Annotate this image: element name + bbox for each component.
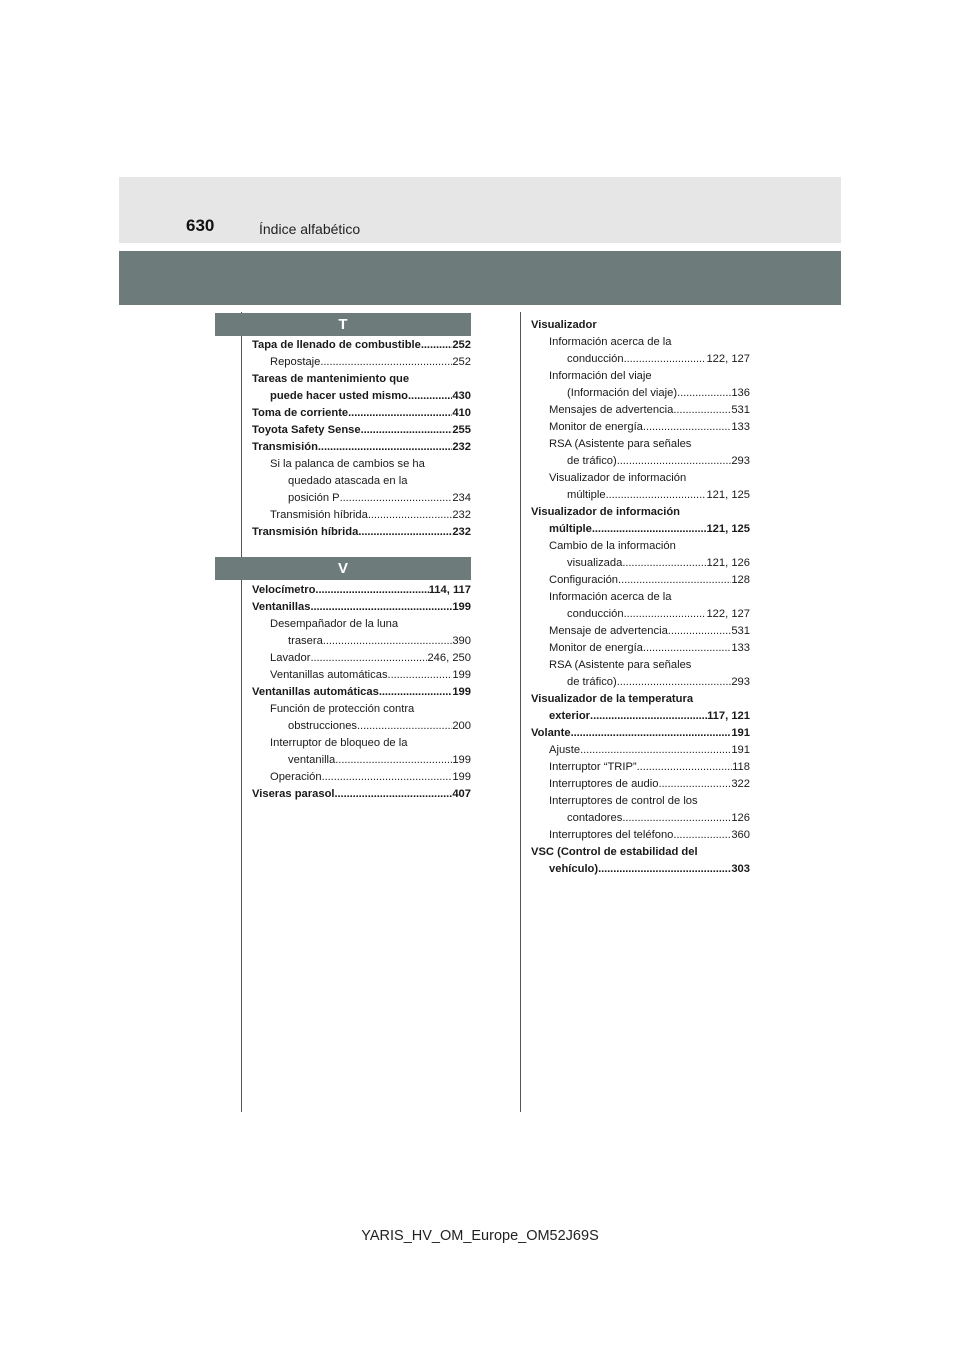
index-entry: [531, 640, 750, 657]
index-entry: [252, 752, 471, 769]
index-entry: [531, 385, 750, 402]
index-entry-page: 118: [732, 761, 750, 773]
dot-leader: [606, 487, 707, 504]
index-entry-page: 200: [452, 720, 471, 732]
index-entry-term: visualizada: [567, 557, 623, 569]
index-entry-page: 232: [452, 509, 471, 521]
dot-leader: [617, 674, 732, 691]
index-entry: [252, 422, 471, 439]
index-entry: [531, 402, 750, 419]
index-entry: Visualizador de información: [549, 472, 687, 484]
index-entry-page: 531: [731, 625, 750, 637]
index-entry-page: 232: [452, 526, 471, 538]
index-entry-page: 293: [731, 455, 750, 467]
index-entry-term: de tráfico): [567, 455, 617, 467]
index-entry-term: Monitor de energía: [549, 421, 643, 433]
index-entry-page: 303: [731, 863, 750, 875]
dot-leader: [388, 667, 453, 684]
dot-leader: [617, 453, 732, 470]
dot-leader: [310, 650, 427, 667]
index-entry-term: posición P: [288, 492, 340, 504]
index-entry-page: 136: [731, 387, 750, 399]
dot-leader: [592, 521, 707, 538]
index-entry-term: Ventanillas: [252, 601, 311, 613]
index-entry: Interruptores de control de los: [549, 795, 698, 807]
page-number: 630: [186, 216, 215, 235]
index-entry: [252, 582, 471, 599]
dot-leader: [310, 599, 452, 616]
index-entry: [252, 769, 471, 786]
index-entry: [252, 354, 471, 371]
index-entry-term: Repostaje: [270, 356, 321, 368]
index-entry: [531, 674, 750, 691]
dot-leader: [571, 725, 732, 742]
index-entry-term: Viseras parasol: [252, 788, 335, 800]
index-entry: [252, 524, 471, 541]
left-column-divider: [241, 312, 242, 1112]
index-entry-page: 252: [452, 339, 471, 351]
index-entry: [531, 606, 750, 623]
index-entry: Información acerca de la: [549, 336, 672, 348]
index-entry-term: exterior: [549, 710, 591, 722]
index-entry-page: 191: [731, 744, 750, 756]
index-entry-term: Configuración: [549, 574, 619, 586]
dot-leader: [618, 572, 731, 589]
dot-leader: [340, 490, 453, 507]
index-entry-term: obstrucciones: [288, 720, 358, 732]
index-entry-page: 133: [731, 642, 750, 654]
index-entry-term: Toma de corriente: [252, 407, 349, 419]
dot-leader: [318, 439, 452, 456]
index-entry-page: 133: [731, 421, 750, 433]
dot-leader: [348, 405, 452, 422]
index-entry-page: 252: [452, 356, 471, 368]
index-entry: [531, 776, 750, 793]
index-entry: [252, 718, 471, 735]
index-entry-term: trasera: [288, 635, 323, 647]
index-entry: Visualizador de la temperatura: [531, 693, 694, 705]
index-entry: [531, 725, 750, 742]
index-entry: Tareas de mantenimiento que: [252, 373, 410, 385]
index-entry-page: 232: [452, 441, 471, 453]
header-band: [119, 251, 841, 305]
index-entry-term: puede hacer usted mismo: [270, 390, 409, 402]
index-entry-page: 121, 126: [706, 557, 750, 569]
index-entry: [252, 490, 471, 507]
dot-leader: [368, 507, 453, 524]
index-entry-page: 293: [731, 676, 750, 688]
index-entry-page: 255: [452, 424, 471, 436]
index-entry: Visualizador de información: [531, 506, 680, 518]
index-entry: VSC (Control de estabilidad del: [531, 846, 698, 858]
document-id: YARIS_HV_OM_Europe_OM52J69S: [361, 1228, 599, 1244]
index-entry-term: Ventanillas automáticas: [270, 669, 388, 681]
dot-leader: [643, 419, 731, 436]
index-entry: [252, 405, 471, 422]
index-entry: RSA (Asistente para señales: [549, 438, 692, 450]
dot-leader: [408, 388, 452, 405]
index-entry-term: Lavador: [270, 652, 311, 664]
index-entry: [531, 827, 750, 844]
dot-leader: [673, 402, 731, 419]
dot-leader: [357, 718, 452, 735]
v-entries-list: [252, 582, 471, 803]
index-entry-term: múltiple: [549, 523, 592, 535]
index-entry-term: Volante: [531, 727, 571, 739]
index-entry: [252, 684, 471, 701]
index-entry-term: múltiple: [567, 489, 606, 501]
index-entry-term: vehículo): [549, 863, 599, 875]
letter-header-v: V: [215, 557, 471, 580]
index-entry-page: 407: [452, 788, 471, 800]
index-entry-page: 246, 250: [427, 652, 471, 664]
index-entry: [531, 708, 750, 725]
index-entry-page: 390: [452, 635, 471, 647]
center-column-divider: [520, 312, 521, 1112]
index-entry-term: Interruptores del teléfono: [549, 829, 674, 841]
dot-leader: [379, 684, 452, 701]
index-entry: Si la palanca de cambios se ha: [270, 458, 425, 470]
index-entry: Información acerca de la: [549, 591, 672, 603]
index-entry-term: Interruptores de audio: [549, 778, 659, 790]
index-entry: [531, 810, 750, 827]
dot-leader: [361, 422, 453, 439]
index-entry: [531, 453, 750, 470]
index-entry: [252, 439, 471, 456]
index-entry-page: 234: [452, 492, 471, 504]
index-entry-term: conducción: [567, 608, 624, 620]
index-entry: [252, 599, 471, 616]
index-entry: Desempañador de la luna: [270, 618, 399, 630]
right-entries-list: [531, 317, 750, 878]
dot-leader: [323, 633, 453, 650]
index-entry: Cambio de la información: [549, 540, 676, 552]
index-entry-term: Mensajes de advertencia: [549, 404, 674, 416]
index-entry-page: 199: [452, 686, 471, 698]
letter-header-t: T: [215, 313, 471, 336]
index-entry-page: 199: [452, 669, 471, 681]
index-entry: [252, 337, 471, 354]
index-entry: Información del viaje: [549, 370, 652, 382]
dot-leader: [624, 351, 707, 368]
index-entry-page: 117, 121: [707, 710, 750, 722]
dot-leader: [643, 640, 731, 657]
dot-leader: [335, 752, 452, 769]
index-entry-page: 199: [452, 771, 471, 783]
index-entry: quedado atascada en la: [288, 475, 408, 487]
index-entry-page: 191: [731, 727, 750, 739]
index-entry: [531, 487, 750, 504]
index-entry: [252, 507, 471, 524]
index-entry-term: contadores: [567, 812, 623, 824]
dot-leader: [590, 708, 707, 725]
index-entry: [252, 388, 471, 405]
index-entry-term: Ventanillas automáticas: [252, 686, 379, 698]
dot-leader: [658, 776, 731, 793]
dot-leader: [315, 582, 428, 599]
index-entry: Visualizador: [531, 319, 597, 331]
dot-leader: [598, 861, 731, 878]
index-entry-term: Mensaje de advertencia: [549, 625, 668, 637]
dot-leader: [320, 354, 452, 371]
dot-leader: [421, 337, 452, 354]
t-entries-list: [252, 337, 471, 541]
index-entry: [531, 861, 750, 878]
index-entry: [531, 759, 750, 776]
index-entry-term: Monitor de energía: [549, 642, 643, 654]
index-entry-page: 122, 127: [706, 608, 750, 620]
index-entry: RSA (Asistente para señales: [549, 659, 692, 671]
index-entry-term: Tapa de llenado de combustible: [252, 339, 421, 351]
index-entry-page: 114, 117: [428, 584, 471, 596]
index-entry: [531, 572, 750, 589]
index-entry-page: 122, 127: [706, 353, 750, 365]
index-entry: [252, 786, 471, 803]
dot-leader: [580, 742, 731, 759]
index-entry: [252, 667, 471, 684]
index-entry: [531, 521, 750, 538]
index-entry-page: 121, 125: [706, 523, 750, 535]
index-entry: [531, 742, 750, 759]
index-entry-page: 531: [731, 404, 750, 416]
dot-leader: [624, 606, 707, 623]
index-entry: Interruptor de bloqueo de la: [270, 737, 408, 749]
dot-leader: [637, 759, 733, 776]
dot-leader: [322, 769, 453, 786]
index-entry-page: 430: [452, 390, 471, 402]
dot-leader: [673, 827, 731, 844]
index-entry-page: 199: [452, 601, 471, 613]
index-entry-term: Transmisión híbrida: [270, 509, 368, 521]
index-entry-page: 322: [731, 778, 750, 790]
index-entry-page: 121, 125: [706, 489, 750, 501]
index-entry-page: 410: [452, 407, 471, 419]
index-entry-page: 126: [731, 812, 750, 824]
index-entry-term: Operación: [270, 771, 322, 783]
dot-leader: [677, 385, 731, 402]
index-entry-term: Interruptor “TRIP”: [549, 761, 637, 773]
index-entry-page: 199: [452, 754, 471, 766]
index-entry: [531, 351, 750, 368]
index-entry-term: de tráfico): [567, 676, 617, 688]
index-entry-term: Ajuste: [549, 744, 581, 756]
index-entry-term: (Información del viaje): [567, 387, 678, 399]
section-title: Índice alfabético: [259, 221, 361, 237]
index-entry-term: Velocímetro: [252, 584, 316, 596]
index-entry: [252, 650, 471, 667]
index-entry-page: 360: [731, 829, 750, 841]
index-entry: [531, 419, 750, 436]
index-entry: Función de protección contra: [270, 703, 415, 715]
dot-leader: [668, 623, 732, 640]
dot-leader: [622, 810, 731, 827]
dot-leader: [335, 786, 453, 803]
index-entry-term: Transmisión: [252, 441, 318, 453]
index-entry: [531, 555, 750, 572]
dot-leader: [358, 524, 452, 541]
index-entry: [252, 633, 471, 650]
index-entry-term: conducción: [567, 353, 624, 365]
index-entry-term: Toyota Safety Sense: [252, 424, 361, 436]
dot-leader: [622, 555, 706, 572]
index-entry-term: ventanilla: [288, 754, 336, 766]
index-entry-term: Transmisión híbrida: [252, 526, 359, 538]
header-box: [119, 177, 841, 243]
index-entry: [531, 623, 750, 640]
index-entry-page: 128: [731, 574, 750, 586]
